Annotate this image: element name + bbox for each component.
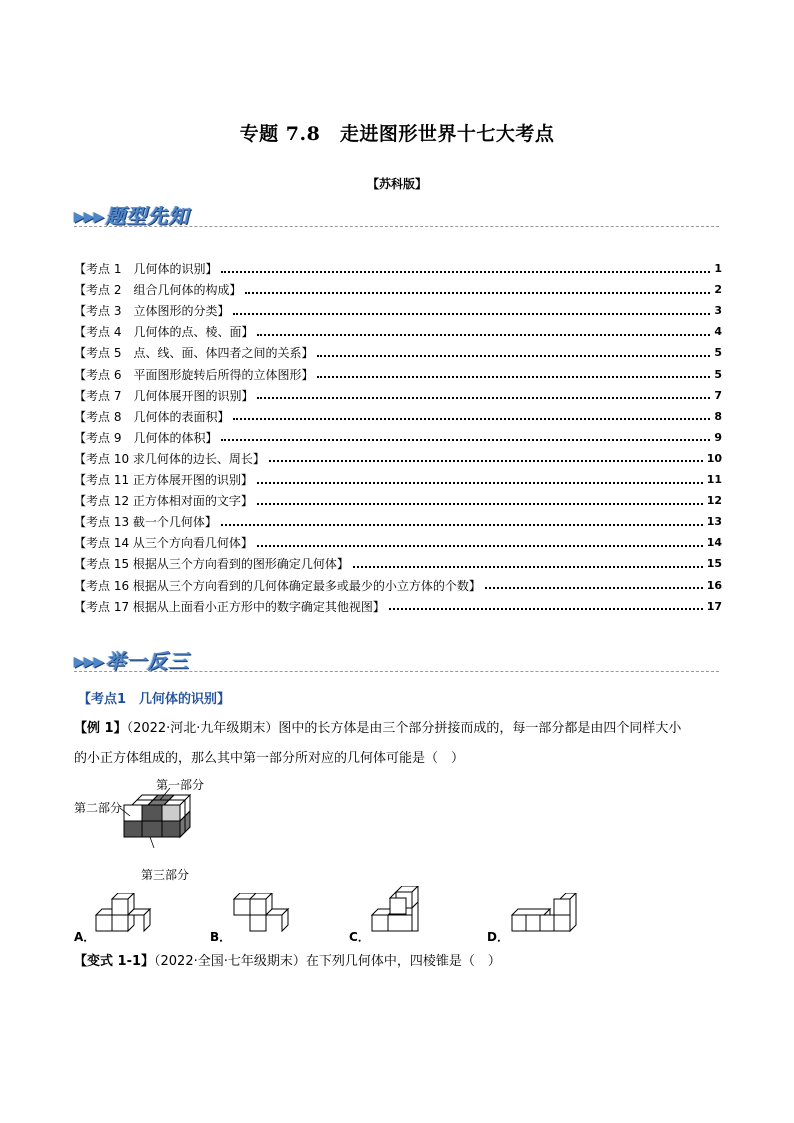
- toc-item-page: 11: [706, 473, 722, 486]
- example-text-1: （2022·河北·九年级期末）图中的长方体是由三个部分拼接而成的，每一部分都是由四个同样大小: [126, 721, 682, 736]
- option-a-figure: [94, 893, 154, 939]
- toc-leader-dots: [221, 439, 710, 441]
- toc-item-page: 5: [714, 346, 722, 360]
- toc-item-label: 【考点 3 立体图形的分类】: [74, 304, 230, 319]
- toc-leader-dots: [257, 334, 710, 336]
- toc-leader-dots: [221, 524, 703, 526]
- option-b-label: B．: [210, 930, 232, 944]
- dashed-divider: [74, 226, 719, 227]
- variant-tag: 【变式 1-1】: [74, 954, 155, 969]
- toc-item[interactable]: [74, 532, 722, 553]
- banner-overview-text: 题型先知: [105, 204, 190, 228]
- toc-item[interactable]: [74, 490, 722, 511]
- toc-leader-dots: [257, 545, 703, 547]
- toc-leader-dots: [257, 482, 703, 484]
- section-heading: 【考点1 几何体的识别】: [78, 692, 231, 707]
- arrow-icon: ▶▶▶: [74, 654, 104, 670]
- toc-item[interactable]: [74, 364, 722, 385]
- toc-item-label: 【考点 1 几何体的识别】: [74, 262, 218, 276]
- toc-item-page: 4: [714, 325, 722, 339]
- toc-leader-dots: [245, 292, 710, 294]
- toc-item-page: 2: [714, 283, 722, 297]
- option-c-figure: [370, 886, 430, 940]
- toc-item[interactable]: [74, 385, 722, 406]
- toc-item-page: 14: [706, 536, 722, 550]
- toc-item-page: 16: [706, 578, 722, 592]
- label-part-3: 第三部分: [141, 868, 190, 882]
- toc-item-page: 12: [706, 494, 722, 508]
- toc-item-label: 【考点 5 点、线、面、体四者之间的关系】: [74, 346, 314, 361]
- option-b-figure: [232, 893, 292, 939]
- banner-practice-text: 举一反三: [105, 649, 190, 673]
- toc-leader-dots: [485, 587, 703, 589]
- toc-item-label: 【考点 9 几何体的体积】: [74, 430, 218, 445]
- toc-item-page: 8: [714, 409, 722, 423]
- toc-item-label: 【考点 13 截一个几何体】: [74, 515, 217, 530]
- label-part-2: 第二部分: [74, 801, 123, 815]
- toc-item-label: 【考点 8 几何体的表面积】: [74, 409, 230, 424]
- toc-item-page: 7: [714, 388, 722, 402]
- option-c-label: C．: [349, 930, 370, 944]
- toc-item-page: 17: [706, 599, 722, 613]
- toc-item-page: 3: [714, 304, 722, 318]
- toc-leader-dots: [389, 608, 703, 610]
- toc-leader-dots: [353, 566, 703, 568]
- toc-item-label: 【考点 7 几何体展开图的识别】: [74, 388, 254, 403]
- dashed-divider: [74, 671, 719, 672]
- toc-item[interactable]: [74, 448, 722, 469]
- example-tag: 【例 1】: [74, 721, 127, 736]
- toc-item[interactable]: [74, 511, 722, 532]
- toc-item[interactable]: [74, 575, 722, 596]
- toc-item-label: 【考点 14 从三个方向看几何体】: [74, 536, 253, 551]
- toc-leader-dots: [317, 355, 710, 357]
- example-line-2: 的小正方体组成的，那么其中第一部分所对应的几何体可能是（ ）: [74, 751, 465, 766]
- toc-item[interactable]: [74, 279, 722, 300]
- banner-practice: [74, 645, 189, 674]
- toc-item[interactable]: [74, 258, 722, 279]
- toc-leader-dots: [317, 376, 710, 378]
- toc-item-page: 13: [706, 515, 722, 529]
- option-d-label: D．: [487, 930, 509, 944]
- toc-item-label: 【考点 11 正方体展开图的识别】: [74, 473, 253, 487]
- toc-leader-dots: [221, 271, 710, 273]
- variant-line: [74, 952, 722, 972]
- option-d-figure: [510, 893, 582, 939]
- toc-item-label: 【考点 16 根据从三个方向看到的几何体确定最多或最少的小立方体的个数】: [74, 578, 481, 593]
- label-part-1: 第一部分: [156, 778, 205, 792]
- toc-item[interactable]: [74, 596, 722, 617]
- toc-item-label: 【考点 15 根据从三个方向看到的图形确定几何体】: [74, 557, 349, 572]
- toc-item-label: 【考点 10 求几何体的边长、周长】: [74, 451, 265, 466]
- toc-item[interactable]: [74, 300, 722, 321]
- toc-item[interactable]: [74, 342, 722, 363]
- toc-item-page: 15: [706, 557, 722, 571]
- toc-item[interactable]: [74, 427, 722, 448]
- banner-overview: [74, 200, 189, 229]
- edition-label: 【苏科版】: [366, 177, 427, 191]
- toc-leader-dots: [257, 397, 710, 399]
- toc-item-label: 【考点 2 组合几何体的构成】: [74, 283, 242, 298]
- toc-item[interactable]: [74, 469, 722, 490]
- toc-item[interactable]: [74, 406, 722, 427]
- toc-item-page: 9: [714, 430, 722, 444]
- toc-item[interactable]: [74, 321, 722, 342]
- toc-leader-dots: [257, 503, 703, 505]
- toc-leader-dots: [233, 313, 710, 315]
- arrow-icon: ▶▶▶: [74, 209, 104, 225]
- cuboid-figure: [120, 788, 200, 860]
- toc-item-page: 5: [714, 367, 722, 381]
- toc-item[interactable]: [74, 553, 722, 574]
- toc-item-label: 【考点 6 平面图形旋转后所得的立体图形】: [74, 367, 314, 382]
- toc-leader-dots: [233, 418, 710, 420]
- option-a-label: A．: [74, 930, 96, 944]
- toc-item-label: 【考点 4 几何体的点、棱、面】: [74, 325, 254, 340]
- toc-item-page: 10: [706, 451, 722, 465]
- example-line-1: [74, 719, 722, 739]
- page-title: 专题 7.8 走进图形世界十七大考点: [239, 123, 555, 145]
- variant-text: （2022·全国·七年级期末）在下列几何体中，四棱锥是（ ）: [154, 954, 501, 969]
- toc-item-label: 【考点 12 正方体相对面的文字】: [74, 494, 253, 509]
- toc-leader-dots: [269, 460, 703, 462]
- toc-item-label: 【考点 17 根据从上面看小正方形中的数字确定其他视图】: [74, 599, 385, 614]
- toc-item-page: 1: [714, 262, 722, 275]
